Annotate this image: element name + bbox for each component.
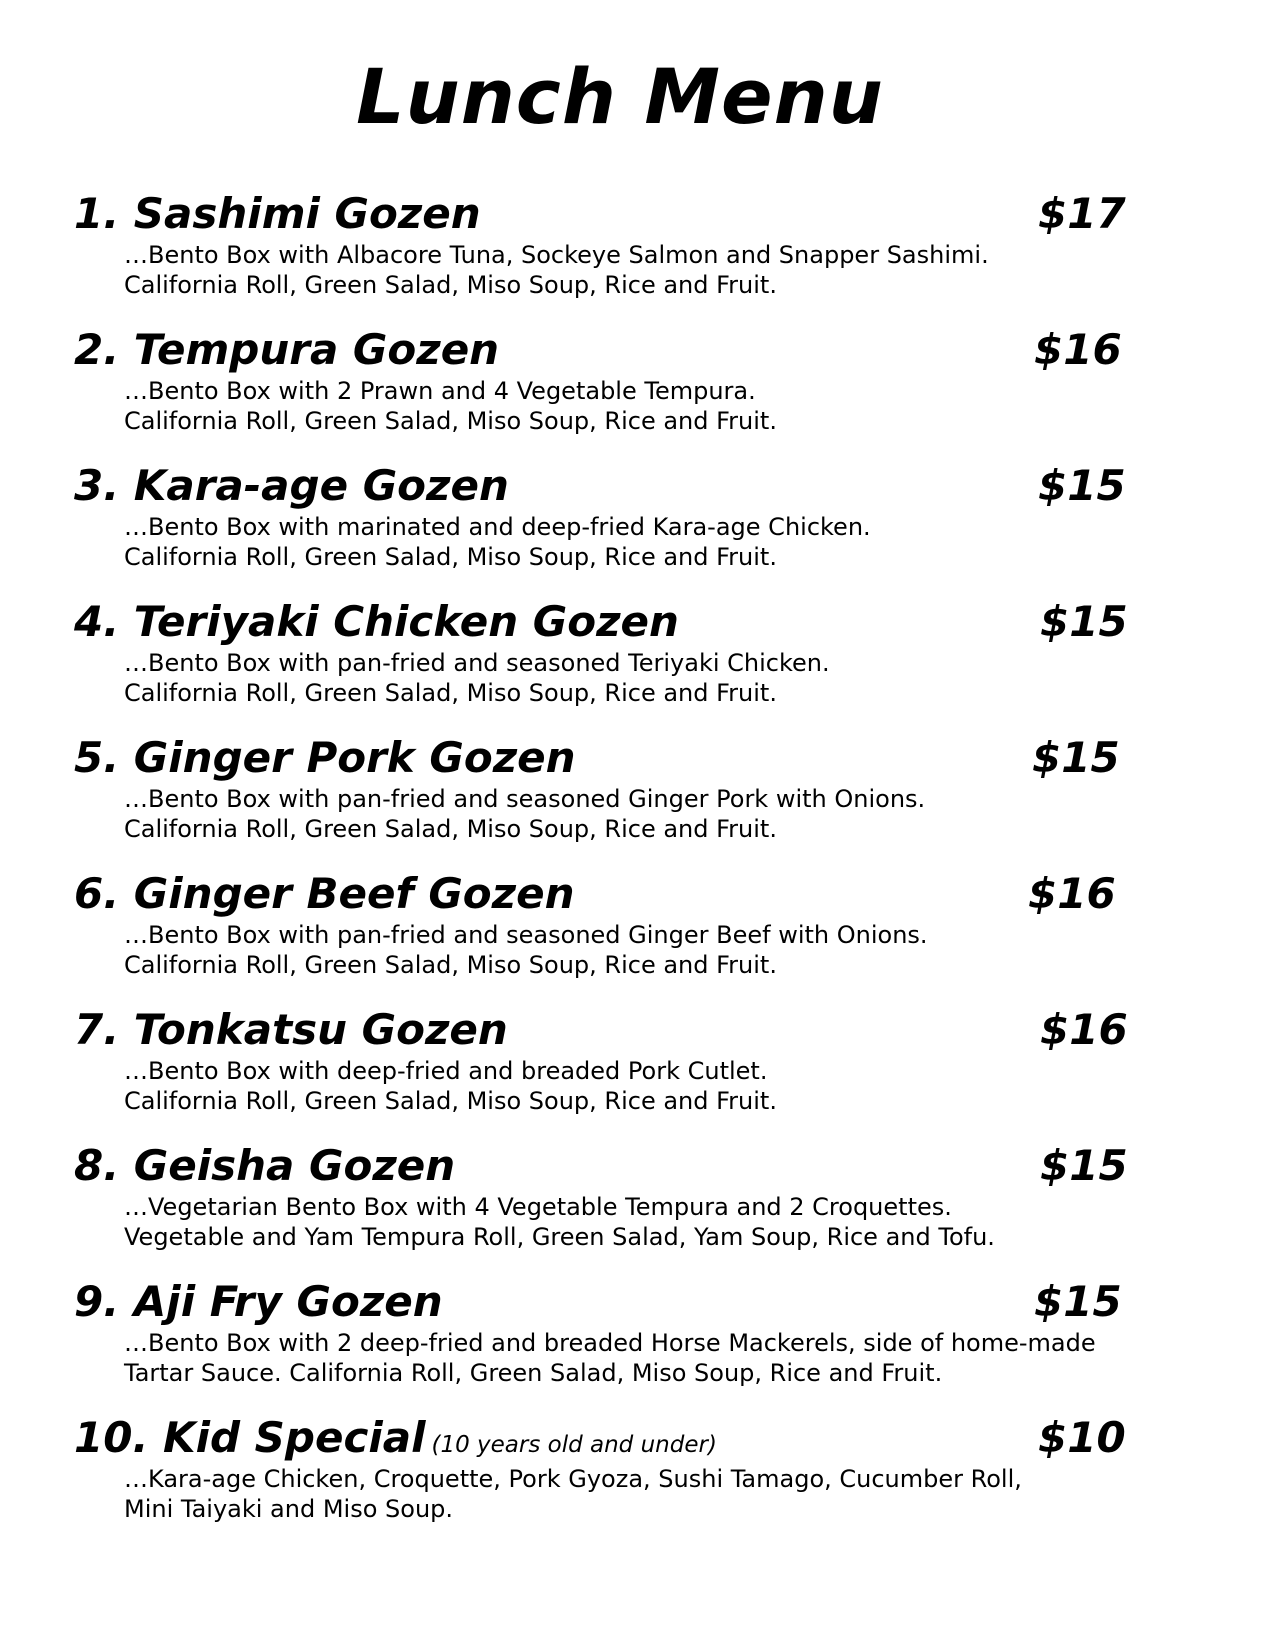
menu-item-price: $15 bbox=[1034, 1277, 1122, 1326]
menu-item-name: 10. Kid Special (10 years old and under) bbox=[74, 1413, 717, 1462]
menu-item-name: 2. Tempura Gozen bbox=[74, 325, 500, 374]
menu-item-header bbox=[74, 1276, 1184, 1328]
menu-item-description bbox=[124, 1464, 1184, 1524]
menu-item bbox=[74, 596, 1184, 732]
menu-item-header bbox=[74, 1140, 1184, 1192]
menu-item-description-line: Mini Taiyaki and Miso Soup. bbox=[124, 1495, 454, 1523]
page-title: Lunch Menu bbox=[356, 52, 884, 141]
menu-item-price: $10 bbox=[1038, 1413, 1126, 1462]
menu-item-header bbox=[74, 596, 1184, 648]
menu-item-description-line: California Roll, Green Salad, Miso Soup, Rice and Fruit. bbox=[124, 543, 777, 571]
menu-item-name: 3. Kara-age Gozen bbox=[74, 461, 509, 510]
menu-item-description-line: California Roll, Green Salad, Miso Soup, Rice and Fruit. bbox=[124, 407, 777, 435]
menu-item-description bbox=[124, 1192, 1184, 1252]
menu-item bbox=[74, 868, 1184, 1004]
menu-item-description-line: …Kara-age Chicken, Croquette, Pork Gyoza, Sushi Tamago, Cucumber Roll, bbox=[124, 1465, 1022, 1493]
menu-item bbox=[74, 1276, 1184, 1412]
menu-item-description bbox=[124, 920, 1184, 980]
menu-item-description-line: …Bento Box with marinated and deep-fried Kara-age Chicken. bbox=[124, 513, 871, 541]
menu-item-description bbox=[124, 648, 1184, 708]
menu-item bbox=[74, 324, 1184, 460]
menu-item-description-line: …Bento Box with 2 deep-fried and breaded Horse Mackerels, side of home-made bbox=[124, 1329, 1096, 1357]
menu-item-price: $16 bbox=[1034, 325, 1122, 374]
menu-item-description bbox=[124, 1056, 1184, 1116]
menu-item-header bbox=[74, 188, 1184, 240]
menu-item-description-line: …Bento Box with Albacore Tuna, Sockeye Salmon and Snapper Sashimi. bbox=[124, 241, 989, 269]
menu-item-description-line: California Roll, Green Salad, Miso Soup, Rice and Fruit. bbox=[124, 271, 777, 299]
menu-item bbox=[74, 1412, 1184, 1548]
menu-item-header bbox=[74, 1412, 1184, 1464]
menu-item-name: 6. Ginger Beef Gozen bbox=[74, 869, 575, 918]
menu-item-description-line: California Roll, Green Salad, Miso Soup, Rice and Fruit. bbox=[124, 951, 777, 979]
menu-item-price: $15 bbox=[1038, 461, 1126, 510]
menu-item-description-line: …Bento Box with pan-fried and seasoned Ginger Beef with Onions. bbox=[124, 921, 928, 949]
menu-item bbox=[74, 732, 1184, 868]
menu-item-note: (10 years old and under) bbox=[431, 1432, 717, 1458]
menu-item-description-line: …Bento Box with 2 Prawn and 4 Vegetable Tempura. bbox=[124, 377, 756, 405]
menu-item-name: 5. Ginger Pork Gozen bbox=[74, 733, 576, 782]
menu-list bbox=[74, 188, 1184, 1548]
menu-item-price: $16 bbox=[1040, 1005, 1128, 1054]
menu-item-price: $15 bbox=[1040, 597, 1128, 646]
menu-item-header bbox=[74, 1004, 1184, 1056]
menu-item-description-line: California Roll, Green Salad, Miso Soup, Rice and Fruit. bbox=[124, 815, 777, 843]
menu-item-header bbox=[74, 868, 1184, 920]
menu-item-price: $15 bbox=[1032, 733, 1120, 782]
menu-item-header bbox=[74, 732, 1184, 784]
menu-item bbox=[74, 1140, 1184, 1276]
menu-item-description-line: Vegetable and Yam Tempura Roll, Green Salad, Yam Soup, Rice and Tofu. bbox=[124, 1223, 995, 1251]
menu-item-name: 9. Aji Fry Gozen bbox=[74, 1277, 443, 1326]
menu-item-description bbox=[124, 784, 1184, 844]
menu-item-description-line: Tartar Sauce. California Roll, Green Salad, Miso Soup, Rice and Fruit. bbox=[124, 1359, 943, 1387]
menu-item-description-line: …Bento Box with pan-fried and seasoned Ginger Pork with Onions. bbox=[124, 785, 926, 813]
menu-item-name: 8. Geisha Gozen bbox=[74, 1141, 456, 1190]
menu-item-name: 4. Teriyaki Chicken Gozen bbox=[74, 597, 679, 646]
menu-item-description-line: …Bento Box with pan-fried and seasoned Teriyaki Chicken. bbox=[124, 649, 830, 677]
menu-item-description-line: California Roll, Green Salad, Miso Soup, Rice and Fruit. bbox=[124, 679, 777, 707]
menu-item-price: $16 bbox=[1028, 869, 1116, 918]
menu-item-header bbox=[74, 324, 1184, 376]
menu-item-description-line: …Bento Box with deep-fried and breaded Pork Cutlet. bbox=[124, 1057, 768, 1085]
menu-item-description-line: California Roll, Green Salad, Miso Soup, Rice and Fruit. bbox=[124, 1087, 777, 1115]
menu-item bbox=[74, 1004, 1184, 1140]
menu-item-name: 7. Tonkatsu Gozen bbox=[74, 1005, 508, 1054]
menu-item bbox=[74, 188, 1184, 324]
menu-item-description bbox=[124, 512, 1184, 572]
menu-item-header bbox=[74, 460, 1184, 512]
menu-item-name: 1. Sashimi Gozen bbox=[74, 189, 481, 238]
menu-item bbox=[74, 460, 1184, 596]
menu-item-price: $15 bbox=[1040, 1141, 1128, 1190]
menu-item-description bbox=[124, 376, 1184, 436]
menu-item-description bbox=[124, 1328, 1184, 1388]
menu-item-price: $17 bbox=[1038, 189, 1126, 238]
menu-item-description bbox=[124, 240, 1184, 300]
menu-item-description-line: …Vegetarian Bento Box with 4 Vegetable Tempura and 2 Croquettes. bbox=[124, 1193, 952, 1221]
